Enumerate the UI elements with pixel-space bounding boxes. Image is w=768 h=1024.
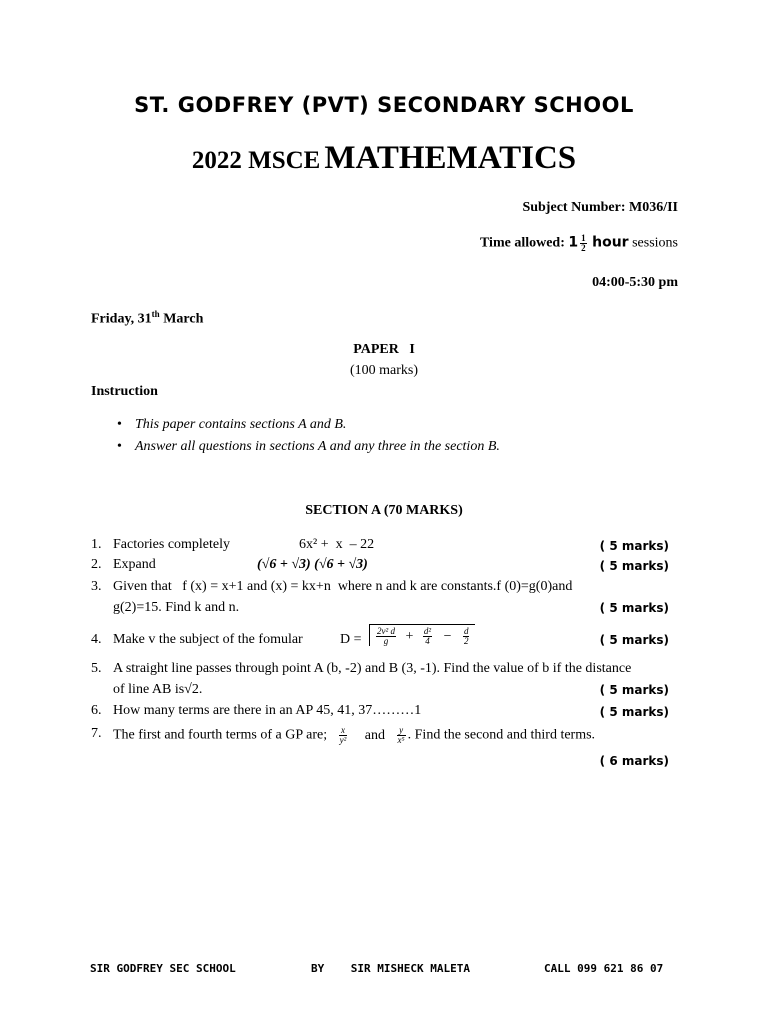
time-whole: 1 <box>568 234 579 251</box>
question-marks: ( 6 marks) <box>599 754 669 768</box>
fraction-num: d² <box>423 626 432 636</box>
question-text <box>113 726 595 745</box>
exam-year: 2022 MSCE <box>191 147 321 174</box>
question-tail: . Find the second and third terms. <box>407 727 596 743</box>
fraction-den: 4 <box>425 636 430 646</box>
question-number: 4. <box>91 632 102 647</box>
section-a-heading: SECTION A (70 MARKS) <box>305 503 463 518</box>
fraction-num: d <box>463 626 469 636</box>
question-number: 5. <box>91 661 102 676</box>
time-fraction-den: 2 <box>581 243 586 253</box>
question-number: 7. <box>91 726 102 741</box>
exam-date <box>91 309 203 328</box>
question-7 <box>91 722 671 752</box>
time-label: Time allowed: <box>479 235 565 251</box>
question-text: g(2)=15. Find k and n. <box>113 600 240 615</box>
instruction-item: • Answer all questions in sections A and any three in the section B. <box>117 439 500 461</box>
question-number: 1. <box>91 537 102 552</box>
time-unit: hour <box>592 234 629 251</box>
question-text: Expand <box>113 557 156 572</box>
question-marks: ( 5 marks) <box>599 705 669 719</box>
time-allowed <box>480 234 678 253</box>
exam-title <box>0 140 768 177</box>
fraction <box>463 627 470 646</box>
date-month: March <box>159 311 204 327</box>
time-suffix: sessions <box>632 235 678 251</box>
time-fraction-num: 1 <box>581 233 586 243</box>
question-marks: ( 5 marks) <box>599 633 669 647</box>
question-text: How many terms are there in an AP 45, 41, 37………1 <box>113 703 422 718</box>
fraction-den: g <box>383 636 389 646</box>
minus-sign: − <box>443 628 452 644</box>
footer-school: SIR GODFREY SEC SCHOOL <box>90 962 236 975</box>
question-expression: (√6 + √3) (√6 + √3) <box>257 557 368 572</box>
question-text: Given that f (x) = x+1 and (x) = kx+n where n and k are constants.f (0)=g(0)and <box>113 579 573 594</box>
footer-author: BY SIR MISHECK MALETA <box>311 962 470 975</box>
fraction-num: y <box>397 726 406 736</box>
question-marks: ( 5 marks) <box>599 559 669 573</box>
school-name: ST. GODFREY (PVT) SECONDARY SCHOOL <box>134 93 634 117</box>
question-text: Make v the subject of the fomular <box>113 632 303 647</box>
question-marks: ( 5 marks) <box>599 683 669 697</box>
formula-lhs: D = <box>340 632 362 647</box>
question-text: Factories completely <box>113 537 231 552</box>
question-number: 2. <box>91 557 102 572</box>
fraction-den: x⁵ <box>397 735 405 745</box>
question-expression: 6x² + x – 22 <box>299 537 375 552</box>
question-text: A straight line passes through point A (b, -2) and B (3, -1). Find the value of b if the distance <box>113 661 632 676</box>
question-4 <box>91 624 671 656</box>
paper-title: PAPER I <box>353 342 415 357</box>
instruction-list <box>117 417 500 461</box>
fraction-den: y² <box>339 735 347 745</box>
plus-sign: + <box>405 628 414 644</box>
fraction-den: 2 <box>463 636 469 646</box>
fraction-num: 2v² d <box>377 626 395 636</box>
instruction-heading: Instruction <box>91 384 158 399</box>
footer-contact: CALL 099 621 86 07 <box>544 962 664 975</box>
time-fraction <box>580 234 587 253</box>
square-root <box>369 624 475 646</box>
conjunction: and <box>364 727 386 743</box>
formula-root <box>369 624 475 646</box>
question-lead: The first and fourth terms of a GP are; <box>113 727 328 743</box>
question-number: 3. <box>91 579 102 594</box>
question-marks: ( 5 marks) <box>599 601 669 615</box>
exam-subject: MATHEMATICS <box>324 140 577 176</box>
fraction <box>339 726 348 745</box>
fraction <box>397 726 406 745</box>
instruction-item: • This paper contains sections A and B. <box>117 417 500 439</box>
question-marks: ( 5 marks) <box>599 539 669 553</box>
question-text: of line AB is√2. <box>113 682 203 697</box>
time-range: 04:00-5:30 pm <box>592 275 678 290</box>
subject-number: Subject Number: M036/II <box>522 200 678 215</box>
paper-marks: (100 marks) <box>349 363 419 378</box>
question-number: 6. <box>91 703 102 718</box>
date-prefix: Friday, 31 <box>91 311 152 327</box>
date-suffix-sup: th <box>151 309 160 319</box>
fraction <box>376 627 396 646</box>
fraction-num: x <box>339 726 348 736</box>
fraction <box>423 627 432 646</box>
